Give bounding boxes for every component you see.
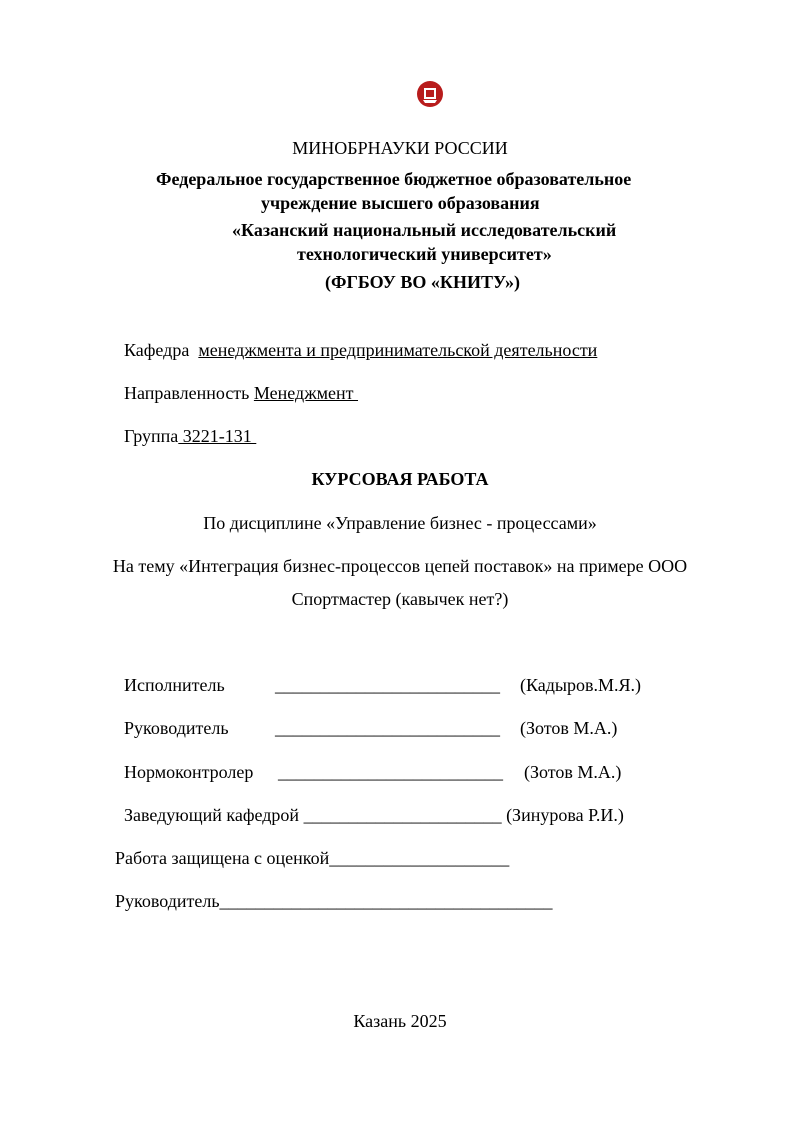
supervisor-signature-line: _________________________ bbox=[275, 718, 500, 738]
normcontrol-name: (Зотов М.А.) bbox=[524, 762, 622, 782]
department-row bbox=[124, 340, 597, 361]
head-name: (Зинурова Р.И.) bbox=[506, 805, 624, 825]
topic-line-1: На тему «Интеграция бизнес-процессов цепей поставок» на примере ООО bbox=[112, 556, 688, 576]
head-of-department-row bbox=[124, 805, 624, 826]
university-line-2: технологический университет» bbox=[297, 244, 552, 264]
group-row bbox=[124, 426, 256, 447]
final-supervisor-row bbox=[115, 891, 553, 912]
head-label: Заведующий кафедрой bbox=[124, 805, 300, 825]
department-value: менеджмента и предпринимательской деятельности bbox=[198, 340, 598, 360]
university-abbreviation: (ФГБОУ ВО «КНИТУ») bbox=[325, 272, 521, 292]
grade-row bbox=[115, 848, 509, 869]
institution-line-1: Федеральное государственное бюджетное образовательное bbox=[156, 169, 632, 189]
discipline-line: По дисциплине «Управление бизнес - процессами» bbox=[203, 513, 597, 533]
grade-label: Работа защищена с оценкой bbox=[115, 848, 330, 868]
work-type-title: КУРСОВАЯ РАБОТА bbox=[311, 469, 489, 489]
supervisor-label: Руководитель bbox=[124, 718, 229, 738]
institution-line-2: учреждение высшего образования bbox=[261, 193, 540, 213]
direction-row bbox=[124, 383, 358, 404]
department-label: Кафедра bbox=[124, 340, 190, 360]
head-signature-line: ______________________ bbox=[303, 805, 502, 825]
university-line-1: «Казанский национальный исследовательский bbox=[232, 220, 617, 240]
group-value: 3221-131 bbox=[178, 426, 257, 446]
topic-line-2: Спортмастер (кавычек нет?) bbox=[291, 589, 509, 609]
performer-label: Исполнитель bbox=[124, 675, 225, 695]
group-label: Группа bbox=[124, 426, 179, 446]
city-year: Казань 2025 bbox=[353, 1011, 447, 1031]
grade-line: ____________________ bbox=[329, 848, 510, 868]
final-supervisor-label: Руководитель bbox=[115, 891, 220, 911]
performer-name: (Кадыров.М.Я.) bbox=[520, 675, 642, 695]
ministry-title: МИНОБРНАУКИ РОССИИ bbox=[292, 138, 508, 158]
university-logo bbox=[415, 78, 445, 108]
performer-signature-line: _________________________ bbox=[275, 675, 500, 695]
final-supervisor-line: _____________________________________ bbox=[219, 891, 553, 911]
normcontrol-label: Нормоконтролер bbox=[124, 762, 254, 782]
direction-label: Направленность bbox=[124, 383, 250, 403]
supervisor-name: (Зотов М.А.) bbox=[520, 718, 618, 738]
normcontrol-signature-line: _________________________ bbox=[278, 762, 503, 782]
direction-value: Менеджмент bbox=[253, 383, 359, 403]
